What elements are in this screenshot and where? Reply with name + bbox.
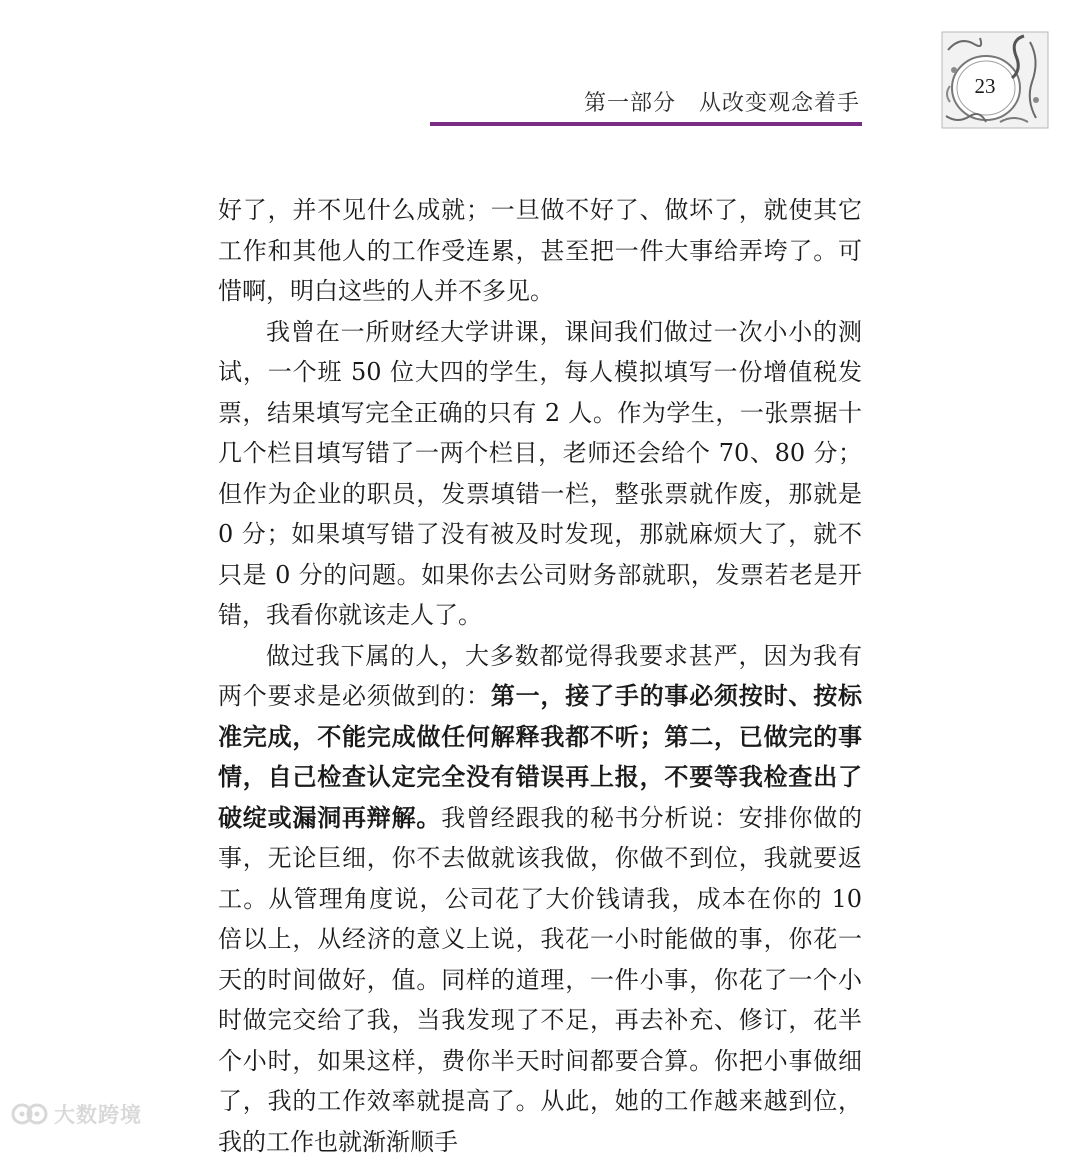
page-number-ornament [940,30,1050,130]
paragraph-1: 好了，并不见什么成就；一旦做不好了、做坏了，就使其它工作和其他人的工作受连累，甚至把一件大事给弄垮了。可惜啊，明白这些的人并不多见。 [218,190,862,312]
watermark [10,1100,142,1128]
watermark-logo-icon [10,1102,50,1126]
paragraph-2: 我曾在一所财经大学讲课，课间我们做过一次小小的测试，一个班 50 位大四的学生，每人模拟填写一份增值税发票，结果填写完全正确的只有 2 人。作为学生，一张票据十几个栏目填写错了一两个栏目，老师还会给个 70、80 分；但作为企业的职员，发票填错一栏，整张票就作废，那就是 0 分；如果填写错了没有被及时发现，那就麻烦大了，就不只是 0 分的问题。如果你去公司财务部就职，发票若老是开错，我看你就该走人了。 [218,312,862,636]
paragraph-3-end: 我曾经跟我的秘书分析说：安排你做的事，无论巨细，你不去做就该我做，你做不到位，我就要返工。从管理角度说，公司花了大价钱请我，成本在你的 10 倍以上，从经济的意义上说，我花一小时能做的事，你花一天的时间做好，值。同样的道理，一件小事，你花了一个小时做完交给了我，当我发现了不足，再去补充、修订，花半个小时，如果这样，费你半天时间都要合算。你把小事做细了，我的工作效率就提高了。从此，她的工作越来越到位，我的工作也就渐渐顺手 [218,804,862,1156]
body-text [218,190,862,1162]
paragraph-3-bold: 第一，接了手的事必须按时、按标准完成，不能完成做任何解释我都不听；第二，已做完的事情，自己检查认定完全没有错误再上报，不要等我检查出了破绽或漏洞再辩解。 [218,682,862,832]
paragraph-3 [218,636,862,1162]
page-number: 23 [940,74,1030,99]
watermark-text: 大数跨境 [54,1099,142,1129]
running-head [430,86,862,126]
header-rule [430,122,862,126]
paragraph-3-start: 做过我下属的人，大多数都觉得我要求甚严，因为我有两个要求是必须做到的： [218,642,862,711]
chapter-title: 第一部分 从改变观念着手 [584,86,860,117]
